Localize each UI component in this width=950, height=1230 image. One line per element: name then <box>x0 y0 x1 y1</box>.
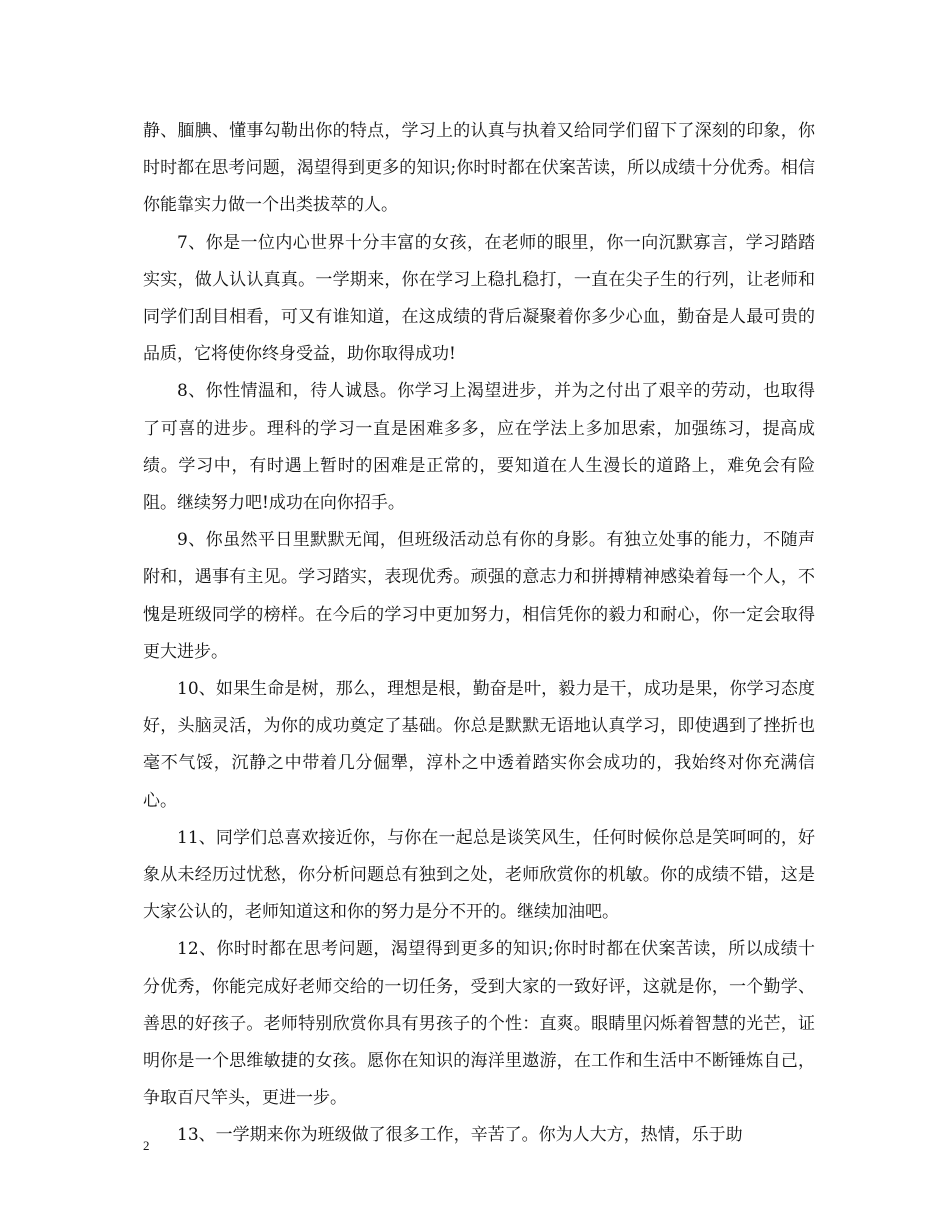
paragraph-7: 7、你是一位内心世界十分丰富的女孩，在老师的眼里，你一向沉默寡言，学习踏踏实实，做人认认真真。一学期来，你在学习上稳扎稳打，一直在尖子生的行列，让老师和同学们刮目相看，可又有谁知道，在这成绩的背后凝聚着你多少心血，勤奋是人最可贵的品质，它将使你终身受益，助你取得成功! <box>143 232 815 365</box>
paragraph-11: 11、同学们总喜欢接近你，与你在一起总是谈笑风生，任何时候你总是笑呵呵的，好象从未经历过忧愁，你分析问题总有独到之处，老师欣赏你的机敏。你的成绩不错，这是大家公认的，老师知道这和你的努力是分不开的。继续加油吧。 <box>143 827 815 923</box>
paragraph-9: 9、你虽然平日里默默无闻，但班级活动总有你的身影。有独立处事的能力，不随声附和，遇事有主见。学习踏实，表现优秀。顽强的意志力和拼搏精神感染着每一个人，不愧是班级同学的榜样。在今后的学习中更加努力，相信凭你的毅力和耐心，你一定会取得更大进步。 <box>143 530 815 662</box>
paragraph-8: 8、你性情温和，待人诚恳。你学习上渴望进步，并为之付出了艰辛的劳动，也取得了可喜的进步。理科的学习一直是困难多多，应在学法上多加思索，加强练习，提高成绩。学习中，有时遇上暂时的困难是正常的，要知道在人生漫长的道路上，难免会有险阻。继续努力吧!成功在向你招手。 <box>143 381 815 514</box>
paragraph-13: 13、一学期来你为班级做了很多工作，辛苦了。你为人大方，热情，乐于助 <box>177 1125 743 1146</box>
paragraph-12: 12、你时时都在思考问题，渴望得到更多的知识;你时时都在伏案苦读，所以成绩十分优秀，你能完成好老师交给的一切任务，受到大家的一致好评，这就是你，一个勤学、善思的好孩子。老师特别欣赏你具有男孩子的个性：直爽。眼睛里闪烁着智慧的光芒，证明你是一个思维敏捷的女孩。愿你在知识的海洋里遨游，在工作和生活中不断锤炼自己，争取百尺竿头，更进一步。 <box>143 939 815 1109</box>
paragraph-10: 10、如果生命是树，那么，理想是根，勤奋是叶，毅力是干，成功是果，你学习态度好，头脑灵活，为你的成功奠定了基础。你总是默默无语地认真学习，即使遇到了挫折也毫不气馁，沉静之中带着几分倔犟，淳朴之中透着踏实你会成功的，我始终对你充满信心。 <box>143 679 815 811</box>
document-body <box>143 113 815 1155</box>
paragraph-continued: 静、腼腆、懂事勾勒出你的特点，学习上的认真与执着又给同学们留下了深刻的印象，你时时都在思考问题，渴望得到更多的知识;你时时都在伏案苦读，所以成绩十分优秀。相信你能靠实力做一个出类拔萃的人。 <box>143 121 815 216</box>
page-number: 2 <box>143 1138 150 1153</box>
